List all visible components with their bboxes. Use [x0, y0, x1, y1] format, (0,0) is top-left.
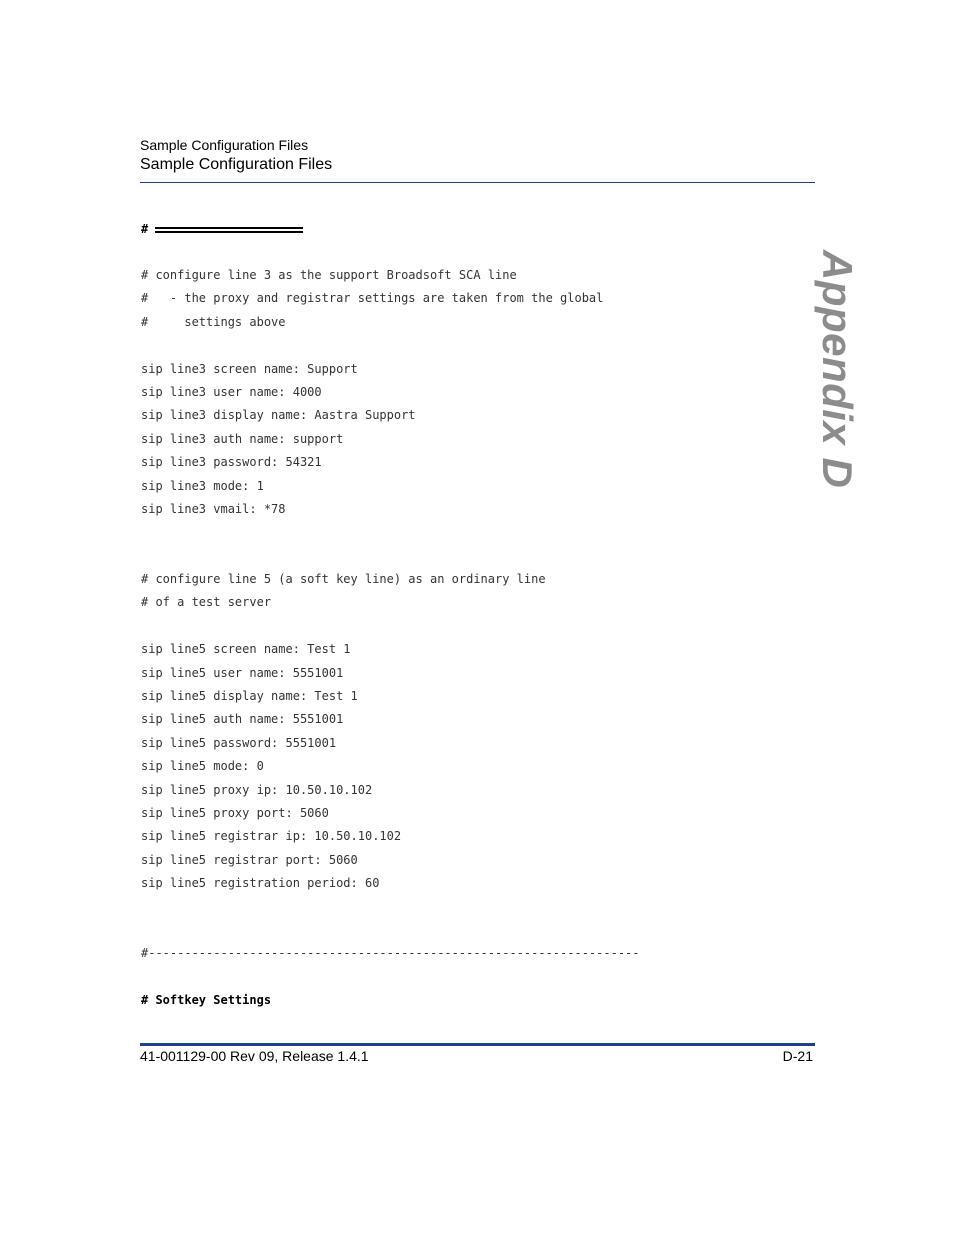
code-config-line: sip line3 mode: 1	[141, 479, 264, 493]
code-config-line: sip line3 password: 54321	[141, 455, 322, 469]
code-comment-line: # - the proxy and registrar settings are taken from the global	[141, 291, 604, 305]
code-comment-line: # settings above	[141, 315, 286, 329]
code-config-line: sip line3 user name: 4000	[141, 385, 322, 399]
hash-double-rule	[141, 222, 311, 236]
code-config-line: sip line5 registrar port: 5060	[141, 853, 358, 867]
footer-doc-id: 41-001129-00 Rev 09, Release 1.4.1	[140, 1048, 369, 1064]
appendix-side-tab	[814, 250, 868, 489]
code-config-line: sip line5 screen name: Test 1	[141, 642, 351, 656]
footer-divider	[140, 1043, 815, 1046]
header-divider	[140, 182, 815, 183]
hash-rule-prefix: #	[141, 222, 149, 236]
appendix-side-tab-label: Appendix D	[814, 250, 861, 489]
code-comment-line: # configure line 5 (a soft key line) as an ordinary line	[141, 572, 546, 586]
code-config-line: sip line3 vmail: *78	[141, 502, 286, 516]
code-config-line: sip line5 registrar ip: 10.50.10.102	[141, 829, 402, 843]
code-config-line: sip line5 proxy port: 5060	[141, 806, 329, 820]
page-header-small-title: Sample Configuration Files	[140, 137, 309, 153]
code-separator-line: #--------------------------------------------------------------------	[141, 946, 640, 960]
code-config-line: sip line5 display name: Test 1	[141, 689, 358, 703]
code-comment-line: # configure line 3 as the support Broadsoft SCA line	[141, 268, 517, 282]
code-config-line: sip line5 proxy ip: 10.50.10.102	[141, 783, 373, 797]
footer-page-number: D-21	[782, 1048, 813, 1064]
code-config-line: sip line5 user name: 5551001	[141, 666, 344, 680]
code-config-line: sip line3 screen name: Support	[141, 362, 358, 376]
code-config-line: sip line5 auth name: 5551001	[141, 712, 344, 726]
double-rule-line-top	[155, 227, 303, 229]
code-config-line: sip line3 auth name: support	[141, 432, 344, 446]
code-section-heading: # Softkey Settings	[141, 993, 272, 1007]
code-config-line: sip line3 display name: Aastra Support	[141, 408, 416, 422]
double-rule-line-bottom	[155, 231, 303, 233]
page-header-title: Sample Configuration Files	[140, 156, 333, 173]
code-config-line: sip line5 mode: 0	[141, 759, 264, 773]
code-config-line: sip line5 registration period: 60	[141, 876, 380, 890]
code-comment-line: # of a test server	[141, 595, 272, 609]
code-config-line: sip line5 password: 5551001	[141, 736, 337, 750]
